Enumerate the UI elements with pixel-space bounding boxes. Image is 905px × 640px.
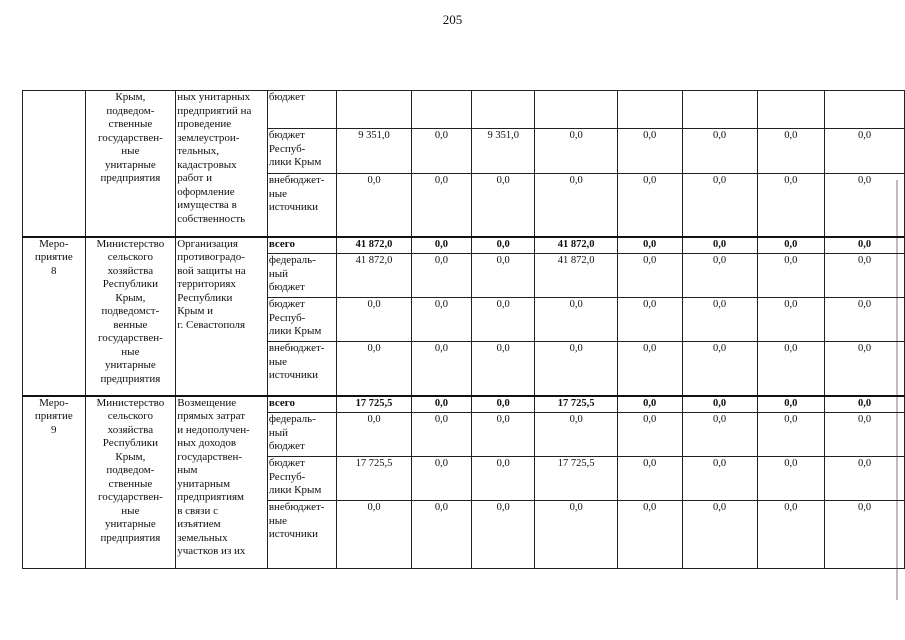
- value-cell: 0,0: [825, 237, 905, 254]
- value-cell: 0,0: [757, 396, 825, 413]
- value-cell: 0,0: [825, 396, 905, 413]
- funding-source: федераль- ный бюджет: [267, 254, 336, 298]
- value-cell: 0,0: [617, 396, 682, 413]
- value-cell: 0,0: [682, 457, 757, 501]
- value-cell: 41 872,0: [337, 254, 412, 298]
- funding-source: бюджет Респуб- лики Крым: [267, 298, 336, 342]
- funding-source: внебюджет- ные источники: [267, 501, 336, 569]
- value-cell: 0,0: [535, 174, 617, 237]
- value-cell: 0,0: [337, 413, 412, 457]
- measure-8-description: Организация противоградо- вой защиты на территориях Республики Крым и г. Севастополя: [176, 237, 268, 396]
- value-cell: [411, 91, 471, 129]
- value-cell: 0,0: [471, 298, 535, 342]
- value-cell: [337, 91, 412, 129]
- value-cell: 0,0: [617, 254, 682, 298]
- funding-source: внебюджет- ные источники: [267, 174, 336, 237]
- value-cell: 0,0: [411, 342, 471, 396]
- value-cell: 0,0: [825, 254, 905, 298]
- continuation-description: ных унитарных предприятий на проведение землеустрои- тельных, кадастровых работ и оформление имущества в собственность: [176, 91, 268, 237]
- measure-9-label: Меро- приятие 9: [23, 396, 86, 569]
- value-cell: 0,0: [617, 129, 682, 174]
- budget-table: [22, 90, 905, 569]
- funding-source: всего: [267, 396, 336, 413]
- value-cell: 17 725,5: [337, 457, 412, 501]
- value-cell: 41 872,0: [535, 237, 617, 254]
- value-cell: 0,0: [411, 396, 471, 413]
- funding-source: бюджет Респуб- лики Крым: [267, 129, 336, 174]
- value-cell: 0,0: [617, 413, 682, 457]
- funding-source: всего: [267, 237, 336, 254]
- funding-source: бюджет: [267, 91, 336, 129]
- value-cell: 0,0: [757, 413, 825, 457]
- value-cell: 9 351,0: [471, 129, 535, 174]
- value-cell: 0,0: [825, 298, 905, 342]
- value-cell: 0,0: [825, 501, 905, 569]
- value-cell: 0,0: [757, 174, 825, 237]
- value-cell: 0,0: [825, 129, 905, 174]
- value-cell: [682, 91, 757, 129]
- value-cell: 0,0: [617, 174, 682, 237]
- measure-9-description: Возмещение прямых затрат и недополучен- ных доходов государствен- ным унитарным предприятиям в связи с изъятием земельных участков из их: [176, 396, 268, 569]
- value-cell: 0,0: [535, 501, 617, 569]
- value-cell: 0,0: [471, 457, 535, 501]
- value-cell: 0,0: [411, 413, 471, 457]
- value-cell: [825, 91, 905, 129]
- value-cell: 0,0: [471, 237, 535, 254]
- value-cell: 0,0: [411, 298, 471, 342]
- value-cell: 0,0: [535, 298, 617, 342]
- value-cell: 0,0: [411, 129, 471, 174]
- value-cell: 41 872,0: [535, 254, 617, 298]
- value-cell: 0,0: [682, 174, 757, 237]
- value-cell: 0,0: [337, 174, 412, 237]
- value-cell: 0,0: [471, 174, 535, 237]
- funding-source: федераль- ный бюджет: [267, 413, 336, 457]
- value-cell: [617, 91, 682, 129]
- value-cell: 0,0: [471, 413, 535, 457]
- value-cell: 0,0: [825, 174, 905, 237]
- value-cell: 0,0: [757, 237, 825, 254]
- value-cell: 0,0: [617, 342, 682, 396]
- page-number: 205: [442, 12, 463, 27]
- funding-source: бюджет Респуб- лики Крым: [267, 457, 336, 501]
- value-cell: 0,0: [682, 129, 757, 174]
- value-cell: 0,0: [535, 413, 617, 457]
- value-cell: 0,0: [757, 342, 825, 396]
- value-cell: 0,0: [617, 501, 682, 569]
- funding-source: внебюджет- ные источники: [267, 342, 336, 396]
- continuation-executor: Крым, подведом- ственные государствен- ные унитарные предприятия: [85, 91, 176, 237]
- value-cell: 0,0: [411, 254, 471, 298]
- measure-9-executor: Министерство сельского хозяйства Республики Крым, подведом- ственные государствен- ные унитарные предприятия: [85, 396, 176, 569]
- value-cell: 0,0: [471, 396, 535, 413]
- value-cell: 0,0: [682, 342, 757, 396]
- value-cell: 0,0: [617, 457, 682, 501]
- value-cell: 0,0: [682, 298, 757, 342]
- value-cell: 41 872,0: [337, 237, 412, 254]
- value-cell: 0,0: [682, 501, 757, 569]
- value-cell: 0,0: [682, 254, 757, 298]
- value-cell: 0,0: [757, 298, 825, 342]
- value-cell: 0,0: [337, 501, 412, 569]
- value-cell: 0,0: [337, 298, 412, 342]
- value-cell: 0,0: [535, 342, 617, 396]
- value-cell: [757, 91, 825, 129]
- measure-8-label: Меро- приятие 8: [23, 237, 86, 396]
- value-cell: 0,0: [337, 342, 412, 396]
- value-cell: 0,0: [757, 254, 825, 298]
- value-cell: 0,0: [411, 174, 471, 237]
- value-cell: 0,0: [471, 501, 535, 569]
- measure-8-executor: Министерство сельского хозяйства Республики Крым, подведомст- венные государствен- ные унитарные предприятия: [85, 237, 176, 396]
- value-cell: 0,0: [757, 501, 825, 569]
- value-cell: 0,0: [825, 413, 905, 457]
- value-cell: 0,0: [411, 501, 471, 569]
- value-cell: 0,0: [682, 413, 757, 457]
- value-cell: 0,0: [825, 457, 905, 501]
- value-cell: 0,0: [757, 457, 825, 501]
- value-cell: 17 725,5: [535, 457, 617, 501]
- value-cell: 0,0: [757, 129, 825, 174]
- value-cell: 9 351,0: [337, 129, 412, 174]
- value-cell: [471, 91, 535, 129]
- continuation-label-cell: [23, 91, 86, 237]
- value-cell: 0,0: [471, 254, 535, 298]
- value-cell: 0,0: [411, 237, 471, 254]
- value-cell: 0,0: [682, 396, 757, 413]
- value-cell: 0,0: [682, 237, 757, 254]
- value-cell: 0,0: [535, 129, 617, 174]
- value-cell: [535, 91, 617, 129]
- value-cell: 0,0: [825, 342, 905, 396]
- value-cell: 0,0: [411, 457, 471, 501]
- value-cell: 0,0: [617, 237, 682, 254]
- value-cell: 0,0: [471, 342, 535, 396]
- value-cell: 17 725,5: [535, 396, 617, 413]
- value-cell: 17 725,5: [337, 396, 412, 413]
- value-cell: 0,0: [617, 298, 682, 342]
